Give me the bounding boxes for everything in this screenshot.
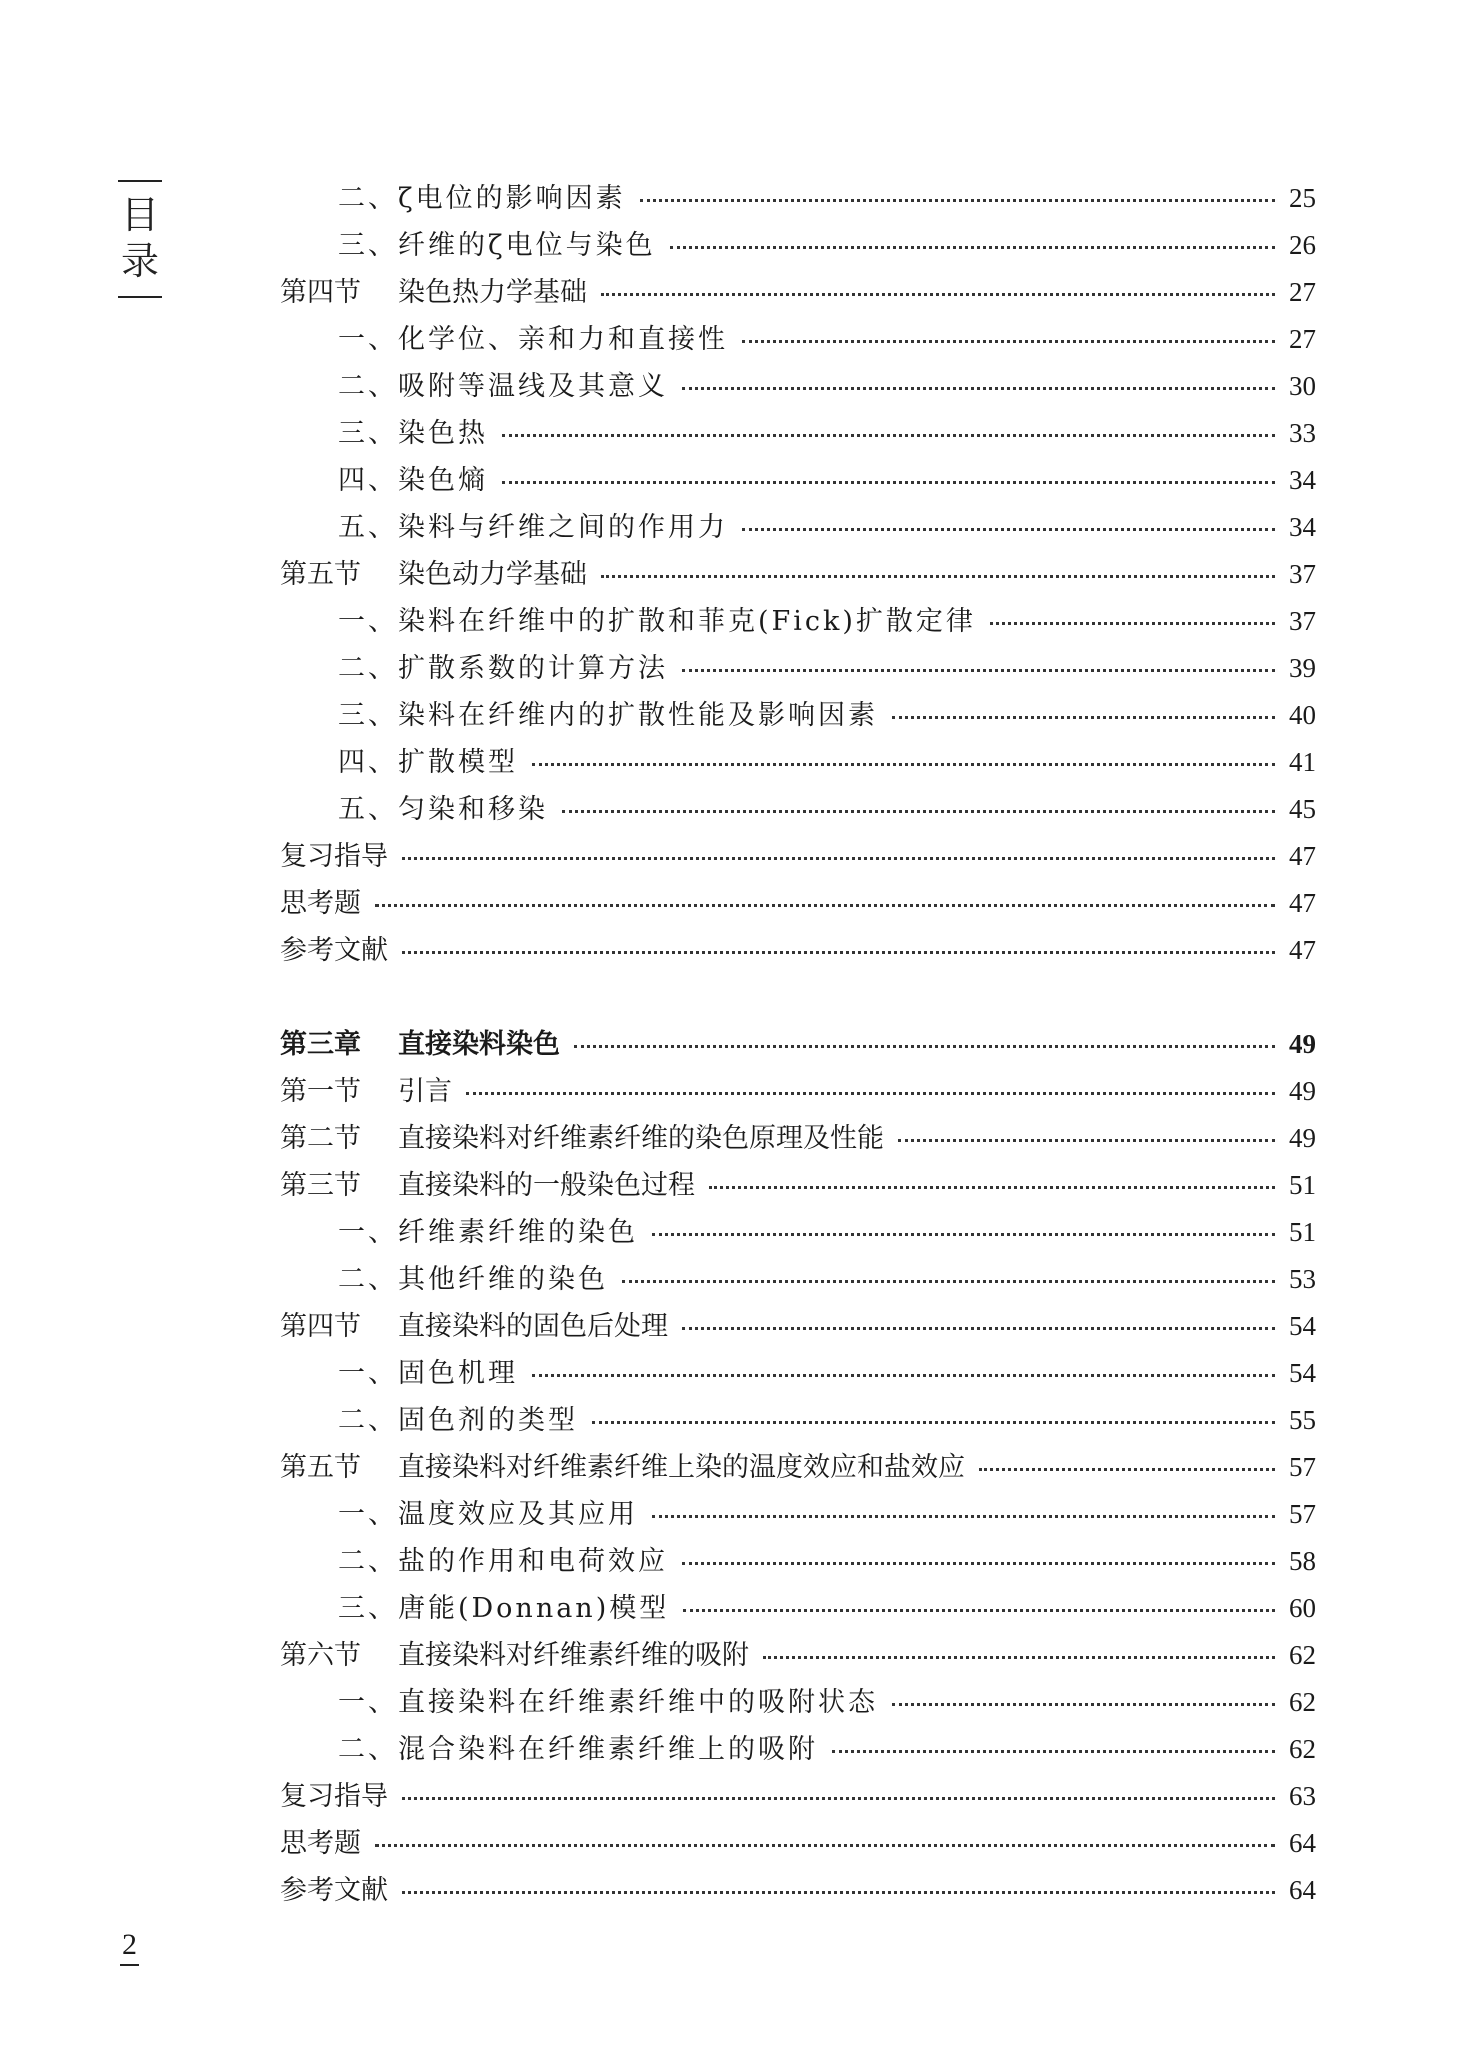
table-of-contents [280, 176, 1316, 1915]
toc-entry-page: 33 [1289, 418, 1316, 448]
toc-entry-page: 63 [1289, 1781, 1316, 1811]
toc-entry-page: 54 [1289, 1311, 1316, 1341]
toc-section-entry[interactable] [280, 928, 1316, 975]
toc-section-entry[interactable] [280, 552, 1316, 599]
toc-entry-title: 一、化学位、亲和力和直接性 [338, 324, 728, 355]
toc-entry-page: 34 [1289, 465, 1316, 495]
toc-entry-page: 55 [1289, 1405, 1316, 1435]
toc-entry-page: 64 [1289, 1828, 1316, 1858]
toc-section-entry[interactable] [280, 1821, 1316, 1868]
dot-leader [670, 246, 1275, 249]
chapter-gap [280, 975, 1316, 1022]
toc-entry-title: 五、匀染和移染 [338, 794, 548, 825]
dot-leader [742, 528, 1275, 531]
toc-entry-page: 45 [1289, 794, 1316, 824]
dot-leader [979, 1468, 1275, 1471]
page-number: 2 [120, 1928, 139, 1966]
toc-entry-page: 49 [1289, 1123, 1316, 1153]
toc-entry-title: 复习指导 [280, 1781, 388, 1812]
toc-section-entry[interactable] [280, 1633, 1316, 1680]
toc-entry-title: 染色动力学基础 [398, 559, 587, 590]
toc-entry-title: 三、纤维的ζ电位与染色 [338, 230, 656, 261]
toc-section-entry[interactable] [280, 881, 1316, 928]
side-title-char: 录 [120, 239, 159, 283]
toc-entry-page: 25 [1289, 183, 1316, 213]
dot-leader [892, 1703, 1275, 1706]
toc-subsection-entry[interactable] [280, 1680, 1316, 1727]
toc-entry-title: 思考题 [280, 1828, 361, 1859]
toc-entry-title: 四、染色熵 [338, 465, 488, 496]
toc-entry-title: 一、直接染料在纤维素纤维中的吸附状态 [338, 1687, 878, 1718]
toc-entry-number: 第五节 [280, 1452, 361, 1483]
side-title-char: 目 [120, 193, 159, 237]
toc-subsection-entry[interactable] [280, 364, 1316, 411]
dot-leader [682, 1327, 1275, 1330]
toc-section-entry[interactable] [280, 1304, 1316, 1351]
dot-leader [402, 951, 1275, 954]
toc-entry-page: 34 [1289, 512, 1316, 542]
dot-leader [466, 1092, 1275, 1095]
toc-entry-title: 直接染料的固色后处理 [398, 1311, 668, 1342]
dot-leader [592, 1421, 1275, 1424]
toc-entry-title: 四、扩散模型 [338, 747, 518, 778]
toc-entry-page: 27 [1289, 324, 1316, 354]
dot-leader [652, 1515, 1275, 1518]
dot-leader [990, 622, 1275, 625]
toc-entry-title: 二、扩散系数的计算方法 [338, 653, 668, 684]
dot-leader [574, 1045, 1275, 1048]
toc-entry-page: 37 [1289, 606, 1316, 636]
dot-leader [622, 1280, 1275, 1283]
toc-section-entry[interactable] [280, 1445, 1316, 1492]
dot-leader [763, 1656, 1275, 1659]
toc-entry-page: 53 [1289, 1264, 1316, 1294]
toc-entry-page: 37 [1289, 559, 1316, 589]
dot-leader [832, 1750, 1275, 1753]
toc-subsection-entry[interactable] [280, 411, 1316, 458]
toc-subsection-entry[interactable] [280, 693, 1316, 740]
dot-leader [402, 1891, 1275, 1894]
dot-leader [682, 669, 1275, 672]
toc-subsection-entry[interactable] [280, 1492, 1316, 1539]
toc-entry-page: 62 [1289, 1687, 1316, 1717]
toc-entry-title: 一、纤维素纤维的染色 [338, 1217, 638, 1248]
toc-section-entry[interactable] [280, 1868, 1316, 1915]
toc-subsection-entry[interactable] [280, 599, 1316, 646]
toc-entry-title: 思考题 [280, 888, 361, 919]
dot-leader [682, 1562, 1275, 1565]
toc-entry-page: 54 [1289, 1358, 1316, 1388]
toc-section-entry[interactable] [280, 1774, 1316, 1821]
toc-entry-page: 58 [1289, 1546, 1316, 1576]
toc-entry-title: 二、混合染料在纤维素纤维上的吸附 [338, 1734, 818, 1765]
toc-subsection-entry[interactable] [280, 223, 1316, 270]
toc-entry-title: 二、ζ电位的影响因素 [338, 183, 626, 214]
toc-entry-title: 染色热力学基础 [398, 277, 587, 308]
dot-leader [562, 810, 1275, 813]
toc-entry-title: 参考文献 [280, 935, 388, 966]
toc-entry-title: 直接染料的一般染色过程 [398, 1170, 695, 1201]
toc-subsection-entry[interactable] [280, 1351, 1316, 1398]
toc-section-entry[interactable] [280, 1163, 1316, 1210]
toc-entry-number: 第一节 [280, 1076, 361, 1107]
toc-entry-page: 64 [1289, 1875, 1316, 1905]
toc-section-entry[interactable] [280, 1069, 1316, 1116]
toc-entry-number: 第五节 [280, 559, 361, 590]
toc-entry-title: 三、唐能(Donnan)模型 [338, 1593, 670, 1624]
dot-leader [502, 481, 1275, 484]
dot-leader [532, 763, 1275, 766]
toc-entry-title: 复习指导 [280, 841, 388, 872]
dot-leader [402, 857, 1275, 860]
toc-entry-page: 47 [1289, 841, 1316, 871]
toc-entry-page: 62 [1289, 1734, 1316, 1764]
toc-entry-title: 二、固色剂的类型 [338, 1405, 578, 1436]
toc-entry-page: 57 [1289, 1452, 1316, 1482]
toc-entry-page: 60 [1289, 1593, 1316, 1623]
dot-leader [502, 434, 1275, 437]
toc-entry-page: 51 [1289, 1170, 1316, 1200]
toc-entry-title: 直接染料染色 [398, 1029, 560, 1060]
toc-entry-page: 49 [1289, 1029, 1316, 1059]
toc-subsection-entry[interactable] [280, 1586, 1316, 1633]
dot-leader [652, 1233, 1275, 1236]
toc-entry-page: 30 [1289, 371, 1316, 401]
toc-entry-page: 41 [1289, 747, 1316, 777]
toc-subsection-entry[interactable] [280, 740, 1316, 787]
toc-entry-title: 二、盐的作用和电荷效应 [338, 1546, 668, 1577]
toc-chapter-entry[interactable] [280, 1022, 1316, 1069]
toc-entry-page: 62 [1289, 1640, 1316, 1670]
toc-subsection-entry[interactable] [280, 505, 1316, 552]
toc-section-entry[interactable] [280, 1116, 1316, 1163]
dot-leader [683, 1609, 1275, 1612]
toc-entry-number: 第四节 [280, 1311, 361, 1342]
toc-entry-title: 五、染料与纤维之间的作用力 [338, 512, 728, 543]
dot-leader [375, 904, 1275, 907]
toc-entry-title: 参考文献 [280, 1875, 388, 1906]
dot-leader [601, 293, 1275, 296]
toc-entry-page: 27 [1289, 277, 1316, 307]
toc-subsection-entry[interactable] [280, 317, 1316, 364]
toc-entry-title: 二、其他纤维的染色 [338, 1264, 608, 1295]
side-section-title [118, 180, 162, 298]
toc-entry-title: 三、染料在纤维内的扩散性能及影响因素 [338, 700, 878, 731]
toc-entry-title: 直接染料对纤维素纤维的染色原理及性能 [398, 1123, 884, 1154]
dot-leader [898, 1139, 1275, 1142]
toc-entry-page: 26 [1289, 230, 1316, 260]
toc-entry-number: 第二节 [280, 1123, 361, 1154]
toc-entry-number: 第三章 [280, 1029, 361, 1060]
toc-subsection-entry[interactable] [280, 176, 1316, 223]
toc-entry-title: 直接染料对纤维素纤维的吸附 [398, 1640, 749, 1671]
toc-subsection-entry[interactable] [280, 458, 1316, 505]
toc-subsection-entry[interactable] [280, 1210, 1316, 1257]
dot-leader [402, 1797, 1275, 1800]
toc-entry-title: 一、染料在纤维中的扩散和菲克(Fick)扩散定律 [338, 606, 976, 637]
toc-entry-page: 57 [1289, 1499, 1316, 1529]
dot-leader [532, 1374, 1275, 1377]
toc-entry-title: 直接染料对纤维素纤维上染的温度效应和盐效应 [398, 1452, 965, 1483]
toc-section-entry[interactable] [280, 834, 1316, 881]
dot-leader [375, 1844, 1275, 1847]
toc-entry-title: 引言 [398, 1076, 452, 1107]
dot-leader [892, 716, 1275, 719]
toc-entry-title: 三、染色热 [338, 418, 488, 449]
toc-entry-page: 47 [1289, 888, 1316, 918]
toc-entry-number: 第三节 [280, 1170, 361, 1201]
dot-leader [709, 1186, 1275, 1189]
toc-entry-title: 一、温度效应及其应用 [338, 1499, 638, 1530]
toc-subsection-entry[interactable] [280, 787, 1316, 834]
toc-entry-page: 39 [1289, 653, 1316, 683]
toc-entry-page: 51 [1289, 1217, 1316, 1247]
toc-entry-number: 第六节 [280, 1640, 361, 1671]
toc-entry-title: 一、固色机理 [338, 1358, 518, 1389]
toc-subsection-entry[interactable] [280, 1257, 1316, 1304]
toc-subsection-entry[interactable] [280, 1539, 1316, 1586]
toc-entry-number: 第四节 [280, 277, 361, 308]
toc-entry-page: 40 [1289, 700, 1316, 730]
dot-leader [742, 340, 1275, 343]
toc-subsection-entry[interactable] [280, 1727, 1316, 1774]
dot-leader [682, 387, 1275, 390]
toc-entry-page: 47 [1289, 935, 1316, 965]
dot-leader [601, 575, 1275, 578]
dot-leader [640, 199, 1275, 202]
toc-section-entry[interactable] [280, 270, 1316, 317]
toc-subsection-entry[interactable] [280, 1398, 1316, 1445]
toc-entry-page: 49 [1289, 1076, 1316, 1106]
toc-subsection-entry[interactable] [280, 646, 1316, 693]
toc-entry-title: 二、吸附等温线及其意义 [338, 371, 668, 402]
